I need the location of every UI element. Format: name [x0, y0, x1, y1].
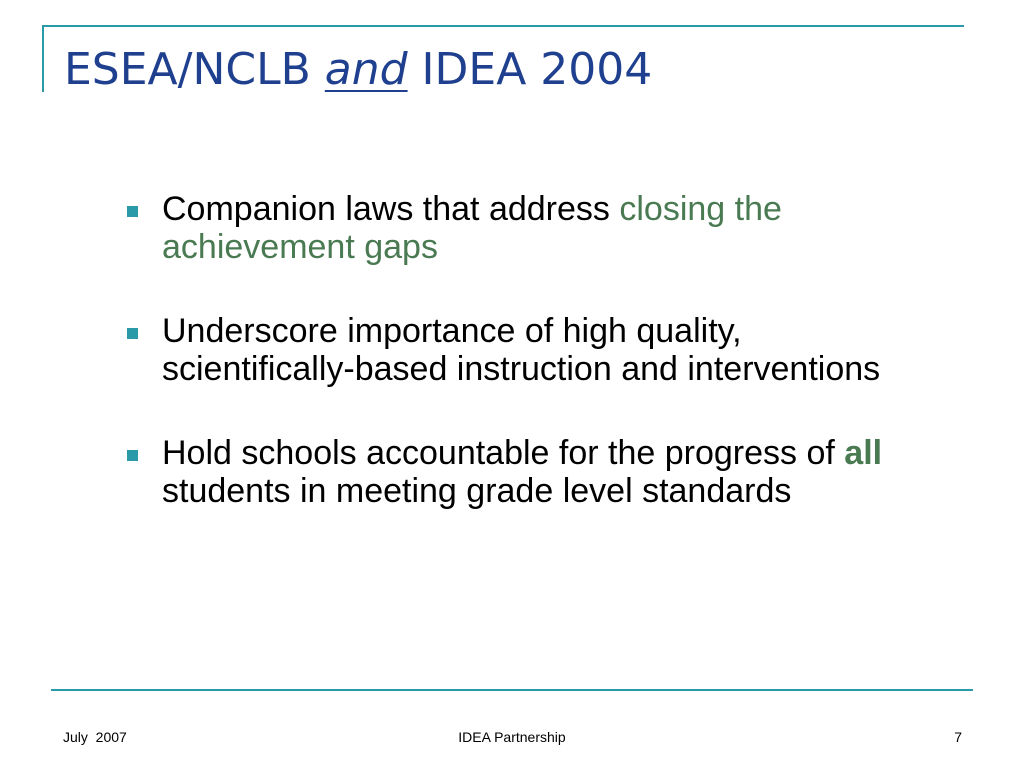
left-frame-line	[42, 25, 44, 92]
square-bullet-icon	[127, 450, 138, 461]
bullet-item-1	[127, 190, 907, 266]
bullet-list	[127, 190, 907, 556]
square-bullet-icon	[127, 206, 138, 217]
bullet-3-text-after: students in meeting grade level standards	[162, 472, 792, 510]
bullet-item-3	[127, 434, 907, 510]
footer-title: IDEA Partnership	[458, 729, 566, 745]
bullet-item-2	[127, 312, 907, 388]
slide-title	[64, 42, 652, 98]
title-part-1: ESEA/NCLB	[64, 44, 325, 95]
footer-divider	[51, 689, 973, 691]
bullet-3-text-before: Hold schools accountable for the progress of	[162, 434, 845, 472]
top-frame-line	[42, 25, 964, 27]
square-bullet-icon	[127, 328, 138, 339]
bullet-1-text: Companion laws that address	[162, 190, 620, 228]
footer-date: July 2007	[63, 729, 127, 745]
bullet-3-highlight: all	[844, 434, 883, 472]
title-part-2: IDEA 2004	[407, 44, 653, 95]
slide-number: 7	[954, 729, 962, 745]
title-emphasis: and	[324, 44, 408, 95]
bullet-2-text: Underscore importance of high quality, scientifically-based instruction and interventions	[162, 312, 881, 388]
bullet-1-highlight: closing the achievement gaps	[162, 190, 782, 266]
